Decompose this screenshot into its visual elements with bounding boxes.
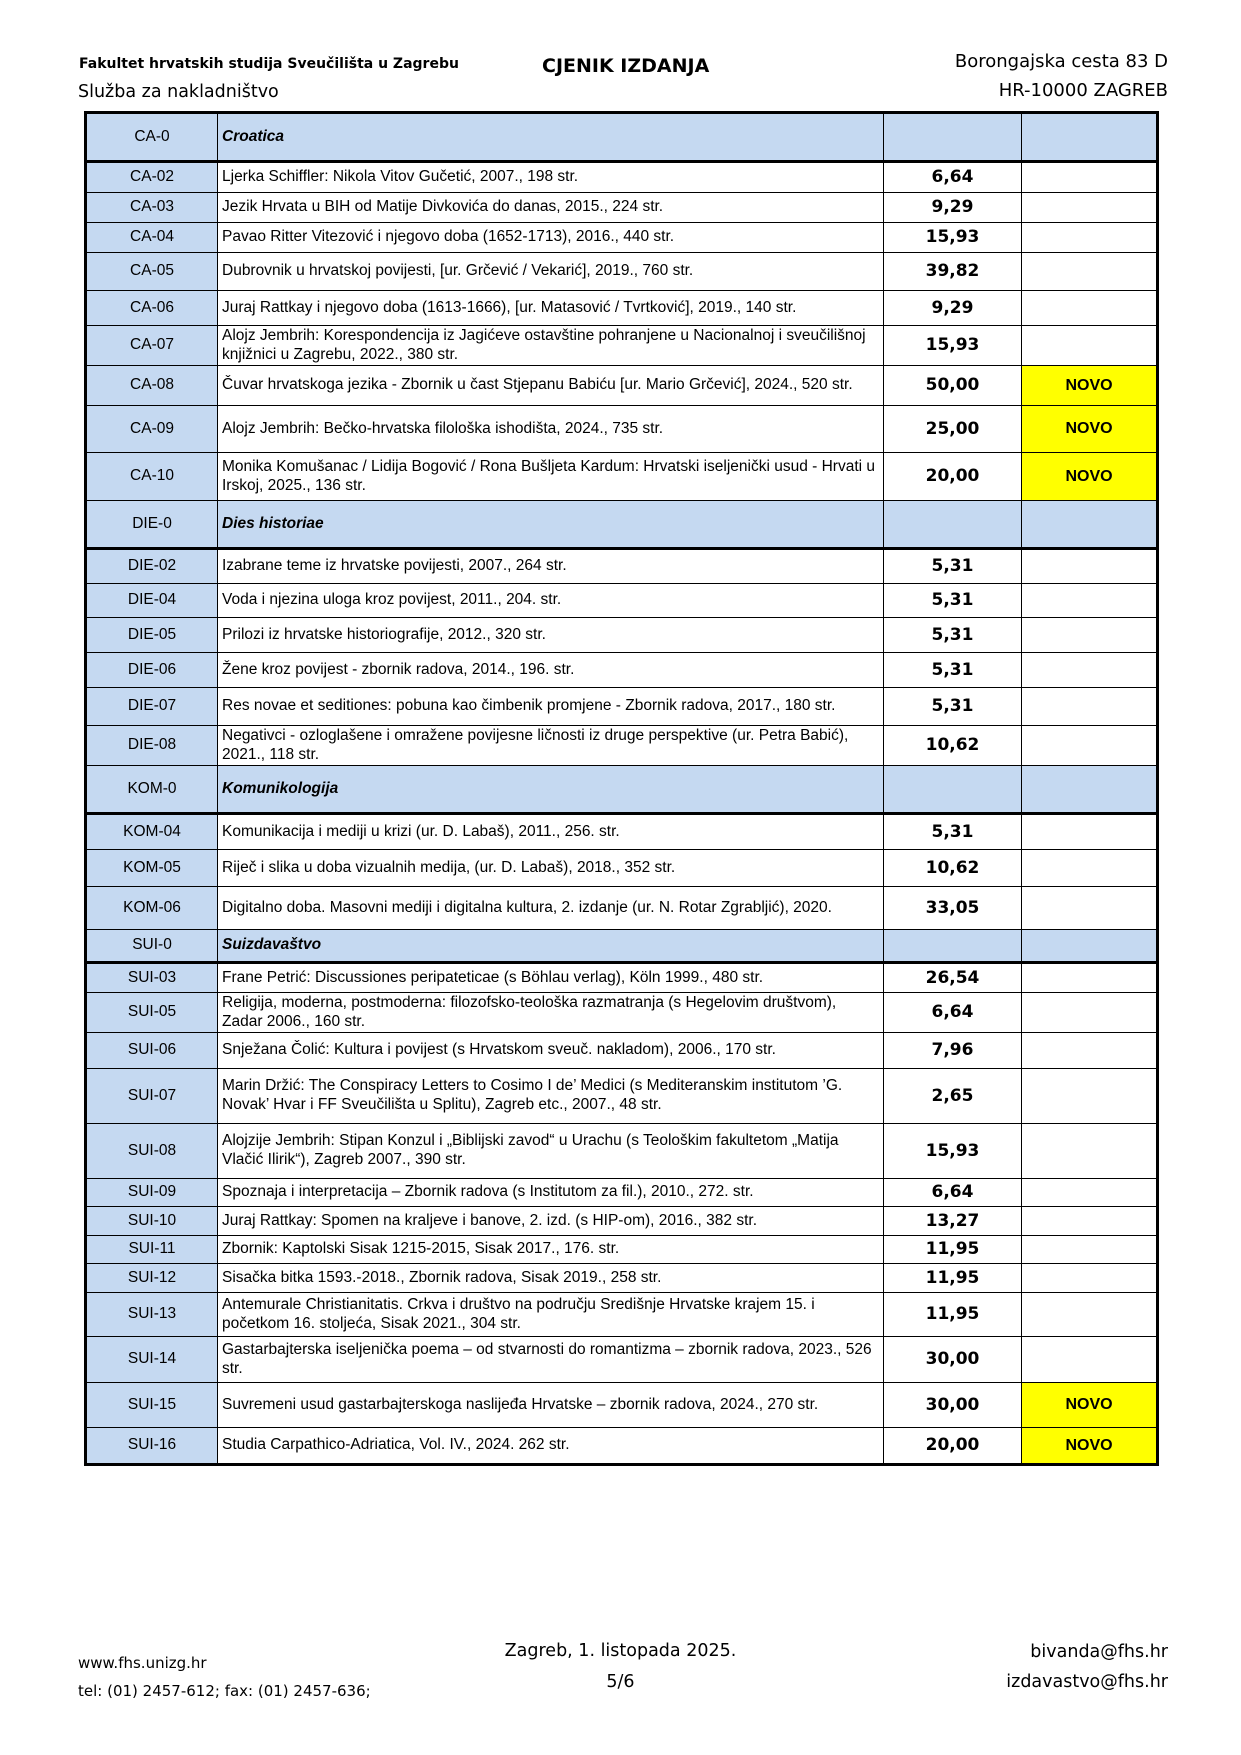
item-code: SUI-07 xyxy=(86,1069,218,1124)
footer-email-1: bivanda@fhs.hr xyxy=(1030,1642,1168,1662)
item-code: CA-09 xyxy=(86,406,218,453)
category-row xyxy=(86,113,1158,162)
item-price: 6,64 xyxy=(884,1179,1022,1207)
item-price: 15,93 xyxy=(884,326,1022,366)
footer-date: Zagreb, 1. listopada 2025. xyxy=(504,1641,737,1661)
table-row xyxy=(86,253,1158,291)
item-note xyxy=(1022,850,1158,887)
item-code: CA-02 xyxy=(86,162,218,193)
item-price: 6,64 xyxy=(884,993,1022,1033)
item-code: SUI-15 xyxy=(86,1383,218,1428)
item-note xyxy=(1022,1179,1158,1207)
item-price: 30,00 xyxy=(884,1383,1022,1428)
item-title: Croatica xyxy=(218,113,884,162)
item-note xyxy=(1022,193,1158,223)
item-price: 50,00 xyxy=(884,366,1022,406)
item-title: Digitalno doba. Masovni mediji i digitalna kultura, 2. izdanje (ur. N. Rotar Zgrabljić), 2020. xyxy=(218,887,884,930)
item-code: CA-07 xyxy=(86,326,218,366)
item-title: Prilozi iz hrvatske historiografije, 2012., 320 str. xyxy=(218,618,884,653)
item-title: Studia Carpathico-Adriatica, Vol. IV., 2024. 262 str. xyxy=(218,1428,884,1465)
table-row xyxy=(86,963,1158,993)
item-note xyxy=(1022,653,1158,688)
table-row xyxy=(86,1179,1158,1207)
item-code: CA-08 xyxy=(86,366,218,406)
item-note xyxy=(1022,162,1158,193)
item-price: 15,93 xyxy=(884,223,1022,253)
item-title: Alojzije Jembrih: Stipan Konzul i „Biblijski zavod“ u Urachu (s Teološkim fakultetom „Matija Vlačić Ilirik“), Zagreb 2007., 390 str. xyxy=(218,1124,884,1179)
table-row xyxy=(86,1264,1158,1293)
item-title: Voda i njezina uloga kroz povijest, 2011., 204. str. xyxy=(218,584,884,618)
item-code: CA-04 xyxy=(86,223,218,253)
item-price: 25,00 xyxy=(884,406,1022,453)
item-code: KOM-05 xyxy=(86,850,218,887)
item-price: 20,00 xyxy=(884,453,1022,501)
item-title: Suizdavaštvo xyxy=(218,930,884,963)
item-title: Dies historiae xyxy=(218,501,884,549)
table-row xyxy=(86,1383,1158,1428)
item-note xyxy=(1022,223,1158,253)
item-code: SUI-06 xyxy=(86,1033,218,1069)
table-row xyxy=(86,1337,1158,1383)
item-note xyxy=(1022,584,1158,618)
item-price: 2,65 xyxy=(884,1069,1022,1124)
new-badge: NOVO xyxy=(1022,1383,1158,1428)
table-row xyxy=(86,162,1158,193)
item-price: 5,31 xyxy=(884,549,1022,584)
item-note xyxy=(1022,501,1158,549)
item-price: 9,29 xyxy=(884,291,1022,326)
item-title: Žene kroz povijest - zbornik radova, 2014., 196. str. xyxy=(218,653,884,688)
item-title: Marin Držić: The Conspiracy Letters to Cosimo I de’ Medici (s Mediteranskim institutom ’G. Novak’ Hvar i FF Sveučilišta u Splitu), Zagreb etc., 2007., 48 str. xyxy=(218,1069,884,1124)
item-title: Komunikologija xyxy=(218,766,884,814)
item-code: CA-05 xyxy=(86,253,218,291)
category-row xyxy=(86,501,1158,549)
table-row xyxy=(86,1293,1158,1337)
item-code: DIE-0 xyxy=(86,501,218,549)
item-code: DIE-04 xyxy=(86,584,218,618)
table-row xyxy=(86,653,1158,688)
item-note xyxy=(1022,993,1158,1033)
item-price: 15,93 xyxy=(884,1124,1022,1179)
item-code: DIE-08 xyxy=(86,726,218,766)
item-code: SUI-08 xyxy=(86,1124,218,1179)
item-price: 11,95 xyxy=(884,1236,1022,1264)
page-title: CJENIK IZDANJA xyxy=(542,55,710,77)
new-badge: NOVO xyxy=(1022,366,1158,406)
item-price xyxy=(884,766,1022,814)
item-title: Riječ i slika u doba vizualnih medija, (ur. D. Labaš), 2018., 352 str. xyxy=(218,850,884,887)
item-note xyxy=(1022,1236,1158,1264)
item-note xyxy=(1022,1293,1158,1337)
item-code: SUI-10 xyxy=(86,1207,218,1236)
item-code: DIE-06 xyxy=(86,653,218,688)
item-title: Komunikacija i mediji u krizi (ur. D. Labaš), 2011., 256. str. xyxy=(218,814,884,850)
item-code: CA-10 xyxy=(86,453,218,501)
table-row xyxy=(86,993,1158,1033)
table-row xyxy=(86,326,1158,366)
item-note xyxy=(1022,618,1158,653)
footer-phone: tel: (01) 2457-612; fax: (01) 2457-636; xyxy=(78,1682,371,1700)
item-note xyxy=(1022,1069,1158,1124)
item-title: Frane Petrić: Discussiones peripateticae (s Böhlau verlag), Köln 1999., 480 str. xyxy=(218,963,884,993)
item-note xyxy=(1022,1124,1158,1179)
item-title: Antemurale Christianitatis. Crkva i društvo na području Središnje Hrvatske krajem 15. i početkom 16. stoljeća, Sisak 2021., 304 str. xyxy=(218,1293,884,1337)
item-note xyxy=(1022,688,1158,726)
item-code: DIE-07 xyxy=(86,688,218,726)
footer-website: www.fhs.unizg.hr xyxy=(78,1654,207,1672)
table-row xyxy=(86,814,1158,850)
price-list-table xyxy=(84,111,1159,1466)
item-title: Gastarbajterska iseljenička poema – od stvarnosti do romantizma – zbornik radova, 2023., 526 str. xyxy=(218,1337,884,1383)
item-title: Zbornik: Kaptolski Sisak 1215-2015, Sisak 2017., 176. str. xyxy=(218,1236,884,1264)
table-row xyxy=(86,1069,1158,1124)
item-code: SUI-13 xyxy=(86,1293,218,1337)
table-row xyxy=(86,1428,1158,1465)
institution-name: Fakultet hrvatskih studija Sveučilišta u Zagrebu xyxy=(79,56,459,72)
item-code: SUI-05 xyxy=(86,993,218,1033)
item-price: 11,95 xyxy=(884,1264,1022,1293)
item-price xyxy=(884,930,1022,963)
item-title: Spoznaja i interpretacija – Zbornik radova (s Institutom za fil.), 2010., 272. str. xyxy=(218,1179,884,1207)
item-code: CA-06 xyxy=(86,291,218,326)
item-note xyxy=(1022,930,1158,963)
table-row xyxy=(86,618,1158,653)
item-price: 26,54 xyxy=(884,963,1022,993)
item-note xyxy=(1022,291,1158,326)
item-note xyxy=(1022,887,1158,930)
address-line-1: Borongajska cesta 83 D xyxy=(954,51,1168,72)
item-price xyxy=(884,113,1022,162)
item-title: Res novae et seditiones: pobuna kao čimbenik promjene - Zbornik radova, 2017., 180 str. xyxy=(218,688,884,726)
table-row xyxy=(86,193,1158,223)
item-code: SUI-0 xyxy=(86,930,218,963)
item-code: SUI-09 xyxy=(86,1179,218,1207)
item-price: 6,64 xyxy=(884,162,1022,193)
item-note xyxy=(1022,253,1158,291)
item-code: KOM-06 xyxy=(86,887,218,930)
item-title: Ljerka Schiffler: Nikola Vitov Gučetić, 2007., 198 str. xyxy=(218,162,884,193)
item-title: Izabrane teme iz hrvatske povijesti, 2007., 264 str. xyxy=(218,549,884,584)
item-title: Suvremeni usud gastarbajterskoga naslijeđa Hrvatske – zbornik radova, 2024., 270 str. xyxy=(218,1383,884,1428)
item-code: SUI-11 xyxy=(86,1236,218,1264)
item-note xyxy=(1022,766,1158,814)
table-row xyxy=(86,406,1158,453)
item-price: 7,96 xyxy=(884,1033,1022,1069)
item-note xyxy=(1022,1033,1158,1069)
item-price: 11,95 xyxy=(884,1293,1022,1337)
item-code: KOM-04 xyxy=(86,814,218,850)
item-note xyxy=(1022,113,1158,162)
item-code: CA-03 xyxy=(86,193,218,223)
table-row xyxy=(86,223,1158,253)
item-title: Negativci - ozloglašene i omražene povijesne ličnosti iz druge perspektive (ur. Petra Babić), 2021., 118 str. xyxy=(218,726,884,766)
item-code: SUI-12 xyxy=(86,1264,218,1293)
item-title: Čuvar hrvatskoga jezika - Zbornik u čast Stjepanu Babiću [ur. Mario Grčević], 2024., 520 str. xyxy=(218,366,884,406)
item-price: 5,31 xyxy=(884,653,1022,688)
item-price: 5,31 xyxy=(884,618,1022,653)
item-price: 9,29 xyxy=(884,193,1022,223)
item-title: Alojz Jembrih: Bečko-hrvatska filološka ishodišta, 2024., 735 str. xyxy=(218,406,884,453)
item-price: 39,82 xyxy=(884,253,1022,291)
table-row xyxy=(86,1236,1158,1264)
item-price: 5,31 xyxy=(884,584,1022,618)
footer-email-2: izdavastvo@fhs.hr xyxy=(1006,1672,1168,1692)
table-row xyxy=(86,1124,1158,1179)
item-price: 30,00 xyxy=(884,1337,1022,1383)
table-row xyxy=(86,366,1158,406)
item-note xyxy=(1022,1337,1158,1383)
price-list-body xyxy=(86,113,1158,1465)
item-price: 13,27 xyxy=(884,1207,1022,1236)
item-note xyxy=(1022,1207,1158,1236)
item-price: 5,31 xyxy=(884,688,1022,726)
new-badge: NOVO xyxy=(1022,406,1158,453)
item-price: 20,00 xyxy=(884,1428,1022,1465)
address-line-2: HR-10000 ZAGREB xyxy=(998,80,1168,101)
item-title: Juraj Rattkay i njegovo doba (1613-1666), [ur. Matasović / Tvrtković], 2019., 140 str. xyxy=(218,291,884,326)
item-code: CA-0 xyxy=(86,113,218,162)
item-note xyxy=(1022,326,1158,366)
item-code: DIE-05 xyxy=(86,618,218,653)
department-name: Služba za nakladništvo xyxy=(78,82,279,102)
item-note xyxy=(1022,726,1158,766)
table-row xyxy=(86,887,1158,930)
item-price: 33,05 xyxy=(884,887,1022,930)
item-note xyxy=(1022,1264,1158,1293)
item-note xyxy=(1022,963,1158,993)
item-note xyxy=(1022,814,1158,850)
item-title: Sisačka bitka 1593.-2018., Zbornik radova, Sisak 2019., 258 str. xyxy=(218,1264,884,1293)
item-title: Snježana Čolić: Kultura i povijest (s Hrvatskom sveuč. nakladom), 2006., 170 str. xyxy=(218,1033,884,1069)
table-row xyxy=(86,584,1158,618)
table-row xyxy=(86,688,1158,726)
item-title: Juraj Rattkay: Spomen na kraljeve i banove, 2. izd. (s HIP-om), 2016., 382 str. xyxy=(218,1207,884,1236)
page-number: 5/6 xyxy=(606,1672,635,1692)
category-row xyxy=(86,766,1158,814)
item-code: DIE-02 xyxy=(86,549,218,584)
new-badge: NOVO xyxy=(1022,453,1158,501)
table-row xyxy=(86,549,1158,584)
item-price: 10,62 xyxy=(884,850,1022,887)
table-row xyxy=(86,1207,1158,1236)
item-title: Jezik Hrvata u BIH od Matije Divkovića do danas, 2015., 224 str. xyxy=(218,193,884,223)
item-title: Alojz Jembrih: Korespondencija iz Jagićeve ostavštine pohranjene u Nacionalnoj i sveučilišnoj knjižnici u Zagrebu, 2022., 380 str. xyxy=(218,326,884,366)
item-code: KOM-0 xyxy=(86,766,218,814)
table-row xyxy=(86,850,1158,887)
item-title: Religija, moderna, postmoderna: filozofsko-teološka razmatranja (s Hegelovim društvom), Zadar 2006., 160 str. xyxy=(218,993,884,1033)
category-row xyxy=(86,930,1158,963)
item-price: 5,31 xyxy=(884,814,1022,850)
item-price xyxy=(884,501,1022,549)
item-code: SUI-16 xyxy=(86,1428,218,1465)
table-row xyxy=(86,291,1158,326)
item-code: SUI-14 xyxy=(86,1337,218,1383)
table-row xyxy=(86,726,1158,766)
item-title: Pavao Ritter Vitezović i njegovo doba (1652-1713), 2016., 440 str. xyxy=(218,223,884,253)
item-code: SUI-03 xyxy=(86,963,218,993)
item-title: Dubrovnik u hrvatskoj povijesti, [ur. Grčević / Vekarić], 2019., 760 str. xyxy=(218,253,884,291)
table-row xyxy=(86,453,1158,501)
item-title: Monika Komušanac / Lidija Bogović / Rona Bušljeta Kardum: Hrvatski iseljenički usud - Hrvati u Irskoj, 2025., 136 str. xyxy=(218,453,884,501)
table-row xyxy=(86,1033,1158,1069)
item-price: 10,62 xyxy=(884,726,1022,766)
item-note xyxy=(1022,549,1158,584)
new-badge: NOVO xyxy=(1022,1428,1158,1465)
